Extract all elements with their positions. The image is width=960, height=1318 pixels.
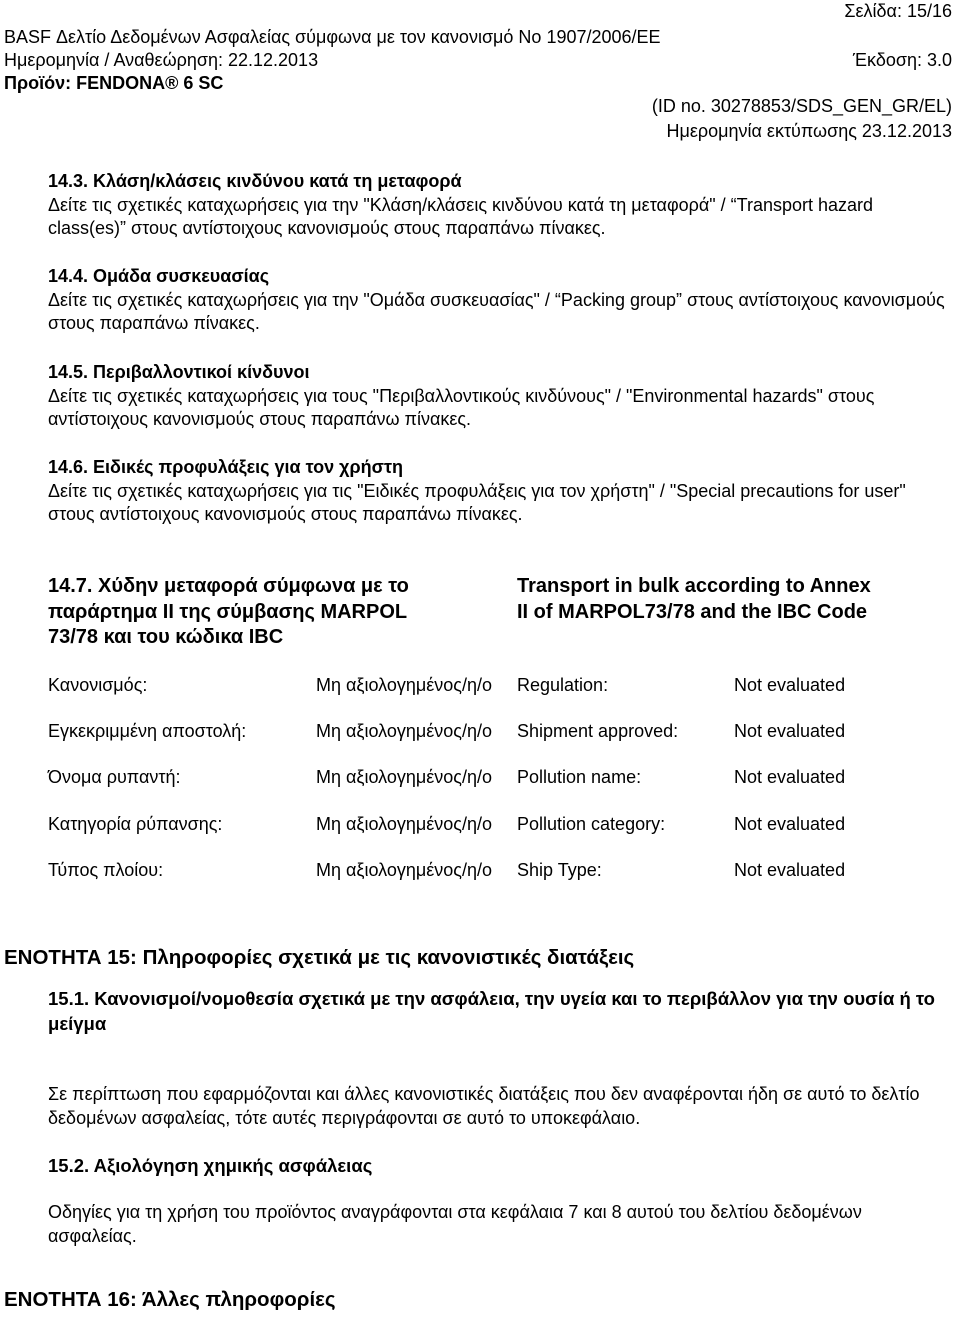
bulk-heading-greek-line: 73/78 και του κώδικα IBC [48,626,284,648]
row-label-gr: Κατηγορία ρύπανσης: [48,814,223,834]
section-16-title: ΕΝΟΤΗΤΑ 16: Άλλες πληροφορίες [4,1288,336,1311]
row-label-en: Pollution name: [517,767,642,787]
bulk-heading-english-line: II of MARPOL73/78 and the IBC Code [517,600,868,623]
row-value-gr: Μη αξιολογημένος/η/ο [316,860,492,880]
print-date: Ημερομηνία εκτύπωσης 23.12.2013 [666,121,952,141]
row-label-gr: Κανονισμός: [48,675,148,695]
section-15-2-heading: 15.2. Αξιολόγηση χημικής ασφάλειας [48,1155,373,1176]
page-number: Σελίδα: 15/16 [844,1,952,21]
section-14-5-body: Δείτε τις σχετικές καταχωρήσεις για τους "Περιβαλλοντικούς κινδύνους" / "Environmental hazards" στους αντίστοιχους κανονισμούς στους παραπάνω πίνακες. [48,385,875,429]
bulk-heading-greek-line: παράρτημα II της σύμβασης MARPOL [48,600,408,623]
row-label-gr: Τύπος πλοίου: [48,860,164,880]
version: Έκδοση: 3.0 [852,50,952,70]
row-value-gr: Μη αξιολογημένος/η/ο [316,675,492,695]
bulk-heading-english [517,574,871,625]
row-label-gr: Εγκεκριμμένη αποστολή: [48,721,247,741]
row-value-gr: Μη αξιολογημένος/η/ο [316,814,492,834]
bulk-heading-english-line: Transport in bulk according to Annex [517,575,871,597]
product-name: Προϊόν: FENDONA® 6 SC [4,73,224,93]
row-value-en: Not evaluated [734,860,846,880]
section-14-5-heading: 14.5. Περιβαλλοντικοί κίνδυνοι [48,362,310,382]
row-label-en: Pollution category: [517,814,666,834]
document-title: BASF Δελτίο Δεδομένων Ασφαλείας σύμφωνα με τον κανονισμό No 1907/2006/ΕΕ [4,27,661,47]
section-15-1-heading: 15.1. Κανονισμοί/νομοθεσία σχετικά με την ασφάλεια, την υγεία και το περιβάλλον για την ουσία ή το μείγμα [48,988,935,1034]
section-14-6-body: Δείτε τις σχετικές καταχωρήσεις για τις "Ειδικές προφυλάξεις για τον χρήστη" / "Special precautions for user" στους αντίστοιχους κανονισμούς στους παραπάνω πίνακες. [48,480,906,524]
section-15-2-body: Οδηγίες για τη χρήση του προϊόντος αναγράφονται στα κεφάλαια 7 και 8 αυτού του δελτίου δεδομένων ασφαλείας. [48,1202,862,1246]
section-14-3 [48,170,948,241]
section-14-4 [48,265,948,336]
row-value-gr: Μη αξιολογημένος/η/ο [316,767,492,787]
section-14-6 [48,456,948,527]
row-value-en: Not evaluated [734,721,846,741]
section-15-1-body: Σε περίπτωση που εφαρμόζονται και άλλες κανονιστικές διατάξεις που δεν αναφέρονται ήδη σε αυτό το δελτίο δεδομένων ασφαλείας, τότε αυτές περιγράφονται σε αυτό το υποκεφάλαιο. [48,1084,920,1128]
row-value-en: Not evaluated [734,814,846,834]
row-value-gr: Μη αξιολογημένος/η/ο [316,721,492,741]
id-number: (ID no. 30278853/SDS_GEN_GR/EL) [651,96,952,116]
section-14-6-heading: 14.6. Ειδικές προφυλάξεις για τον χρήστη [48,457,403,477]
bulk-heading-greek-line: 14.7. Χύδην μεταφορά σύμφωνα με το [48,575,409,597]
bulk-heading-greek [48,574,409,651]
row-label-en: Ship Type: [517,860,602,880]
section-15-title: ΕΝΟΤΗΤΑ 15: Πληροφορίες σχετικά με τις κανονιστικές διατάξεις [4,946,635,969]
section-14-3-heading: 14.3. Κλάση/κλάσεις κινδύνου κατά τη μεταφορά [48,171,462,191]
section-14-3-body: Δείτε τις σχετικές καταχωρήσεις για την "Κλάση/κλάσεις κινδύνου κατά τη μεταφορά" / “Transport hazard class(es)” στους αντίστοιχους κανονισμούς στους παραπάνω πίνακες. [48,194,874,238]
section-14-5 [48,361,948,432]
row-value-en: Not evaluated [734,767,846,787]
row-label-en: Shipment approved: [517,721,679,741]
section-14-4-heading: 14.4. Ομάδα συσκευασίας [48,266,270,286]
row-value-en: Not evaluated [734,675,846,695]
row-label-en: Regulation: [517,675,609,695]
revision-date: Ημερομηνία / Αναθεώρηση: 22.12.2013 [4,50,319,70]
row-label-gr: Όνομα ρυπαντή: [48,767,181,787]
section-14-4-body: Δείτε τις σχετικές καταχωρήσεις για την "Ομάδα συσκευασίας" / “Packing group” στους αντίστοιχους κανονισμούς στους παραπάνω πίνακες. [48,289,945,333]
